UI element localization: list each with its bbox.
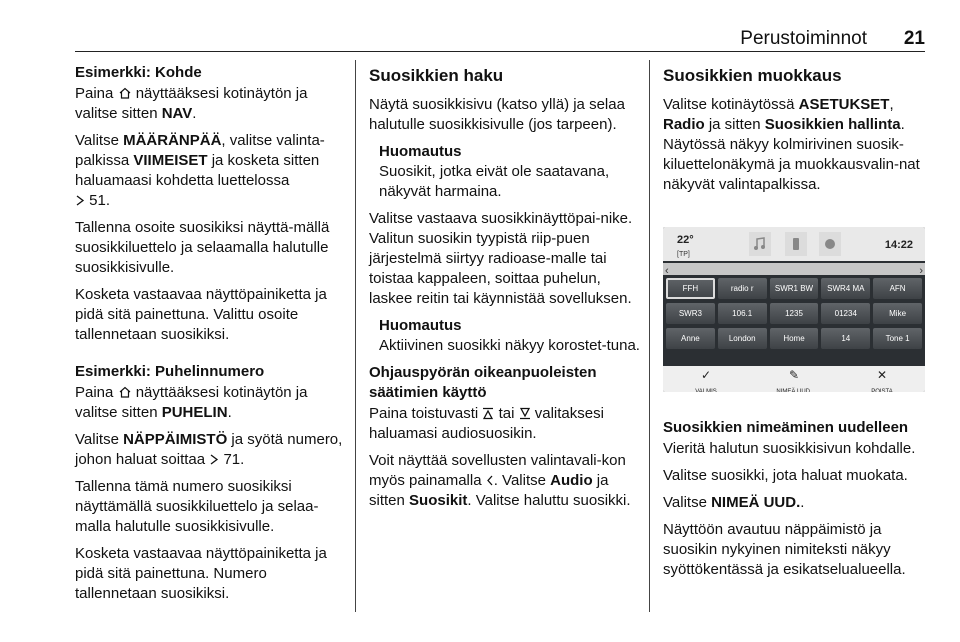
note-text: Aktiivinen suosikki näkyy korostet-tuna.	[379, 337, 640, 354]
favorites-row	[666, 328, 922, 349]
paragraph: Tallenna osoite suosikiksi näyttä-mällä suosikkiluettelo ja selaamalla halutulle suosikkisivulle.	[75, 219, 330, 276]
favorite-button[interactable]: SWR3	[666, 303, 715, 324]
note-text: Suosikit, jotka eivät ole saatavana, näkyvät harmaina.	[379, 163, 610, 200]
favorite-button[interactable]: London	[718, 328, 767, 349]
favorite-button[interactable]: 1235	[770, 303, 819, 324]
music-note-icon	[749, 232, 771, 256]
paragraph: Valitse suosikki, jota haluat muokata.	[663, 467, 908, 484]
favorite-button[interactable]: 106.1	[718, 303, 767, 324]
chevron-right-icon[interactable]: ›	[919, 265, 923, 277]
clock: 14:22	[884, 239, 913, 251]
favorite-button[interactable]: Mike	[873, 303, 922, 324]
page-scroll-strip	[663, 263, 925, 275]
column-right	[663, 63, 935, 587]
sub-heading: Ohjauspyörän oikeanpuoleisten säätimien käyttö	[369, 364, 597, 401]
page-number: 21	[903, 28, 925, 49]
paragraph: Näyttöön avautuu näppäimistö ja suosikin nykyinen nimiteksti näkyy syöttökentässä ja esikatselualueella.	[663, 521, 906, 578]
note-title: Huomautus	[379, 317, 462, 334]
checkmark-icon: ✓	[700, 368, 712, 382]
chevron-left-icon	[486, 474, 494, 487]
paragraph: Tallenna tämä numero suosikiksi näyttämällä suosikkiluettelo ja selaa-malla halutulle suosikkisivulle.	[75, 478, 319, 535]
paragraph: Näytä suosikkisivu (katso yllä) ja selaa halutulle suosikkisivulle (jos tarpeen).	[369, 96, 625, 133]
favorite-button[interactable]: AFN	[873, 278, 922, 299]
note	[379, 316, 641, 356]
favorites-screen-figure	[663, 227, 925, 392]
favorites-grid	[666, 278, 922, 353]
page-header	[75, 26, 925, 50]
phone-icon	[785, 232, 807, 256]
note-title: Huomautus	[379, 143, 462, 160]
favorite-button[interactable]: 01234	[821, 303, 870, 324]
page-reference-icon	[209, 453, 219, 466]
sub-heading: Suosikkien nimeäminen uudelleen	[663, 419, 909, 436]
favorite-button[interactable]: 14	[821, 328, 870, 349]
paragraph: Voit näyttää sovellusten valintavali-kon myös painamalla . Valitse Audio ja sitten Suosikit. Valitse haluttu suosikki.	[369, 452, 631, 509]
done-button[interactable]: ✓ VALMIS	[671, 368, 741, 392]
example-heading: Esimerkki: Kohde	[75, 64, 202, 81]
favorites-row	[666, 278, 922, 299]
globe-icon	[819, 232, 841, 256]
rename-button[interactable]: ✎ NIMEÄ UUD.	[759, 368, 829, 392]
favorite-button[interactable]: Anne	[666, 328, 715, 349]
section-heading: Suosikkien haku	[369, 66, 504, 85]
column-divider	[355, 60, 356, 612]
delete-button[interactable]: ✕ POISTA	[847, 368, 917, 392]
favorite-button[interactable]: FFH	[666, 278, 715, 299]
close-icon: ✕	[876, 368, 888, 382]
note	[379, 142, 641, 202]
paragraph: Valitse kotinäytössä ASETUKSET, Radio ja sitten Suosikkien hallinta.	[663, 96, 905, 133]
paragraph: Valitse MÄÄRÄNPÄÄ, valitse valinta-palkissa VIIMEISET ja kosketa sitten haluamaasi kohdetta luettelossa 51.	[75, 132, 325, 209]
favorite-button[interactable]: SWR4 MA	[821, 278, 870, 299]
paragraph: Kosketa vastaavaa näyttöpainiketta ja pidä sitä painettuna. Valittu osoite tallennetaan suosikiksi.	[75, 286, 327, 343]
favorites-row	[666, 303, 922, 324]
favorite-button[interactable]: radio r	[718, 278, 767, 299]
favorite-down-icon	[519, 407, 531, 420]
paragraph: Kosketa vastaavaa näyttöpainiketta ja pidä sitä painettuna. Numero tallennetaan suosikiksi.	[75, 545, 327, 602]
temperature: 22°	[677, 234, 694, 246]
screen-status-bar	[663, 227, 925, 261]
selection-bar	[663, 366, 925, 392]
paragraph: Vieritä halutun suosikkisivun kohdalle.	[663, 440, 916, 457]
home-icon	[118, 385, 132, 399]
favorite-button[interactable]: Home	[770, 328, 819, 349]
paragraph: Näytössä näkyy kolmirivinen suosik-kiluettelonäkymä ja muokkausvalin-nat näkyvät valintapalkissa.	[663, 136, 920, 193]
page-reference-icon	[75, 194, 85, 207]
example-heading: Esimerkki: Puhelinnumero	[75, 363, 265, 380]
column-divider	[649, 60, 650, 612]
column-middle	[369, 63, 641, 518]
header-rule	[75, 51, 925, 52]
favorite-button[interactable]: SWR1 BW	[770, 278, 819, 299]
paragraph: Paina näyttääksesi kotinäytön ja valitse sitten PUHELIN.	[75, 384, 308, 421]
column-left	[75, 63, 347, 611]
paragraph: Valitse NIMEÄ UUD..	[663, 494, 805, 511]
running-title: Perustoiminnot	[740, 28, 867, 49]
paragraph: Paina toistuvasti tai valitaksesi haluamasi audiosuosikin.	[369, 405, 604, 442]
paragraph: Valitse NÄPPÄIMISTÖ ja syötä numero, johon haluat soittaa 71.	[75, 431, 343, 468]
home-icon	[118, 86, 132, 100]
chevron-left-icon[interactable]: ‹	[665, 265, 669, 277]
tp-indicator: [TP]	[677, 251, 690, 258]
pencil-icon: ✎	[788, 368, 800, 382]
paragraph: Paina näyttääksesi kotinäytön ja valitse sitten NAV.	[75, 85, 308, 122]
paragraph: Valitse vastaava suosikkinäyttöpai-nike. Valitun suosikin tyypistä riip-puen järjestelmä siirtyy radioase-malle tai toistaa kappaleen, soittaa puhelun, laskee reitin tai käynnistää sovelluksen.	[369, 210, 633, 307]
section-heading: Suosikkien muokkaus	[663, 66, 842, 85]
favorite-button[interactable]: Tone 1	[873, 328, 922, 349]
favorite-up-icon	[482, 407, 494, 420]
